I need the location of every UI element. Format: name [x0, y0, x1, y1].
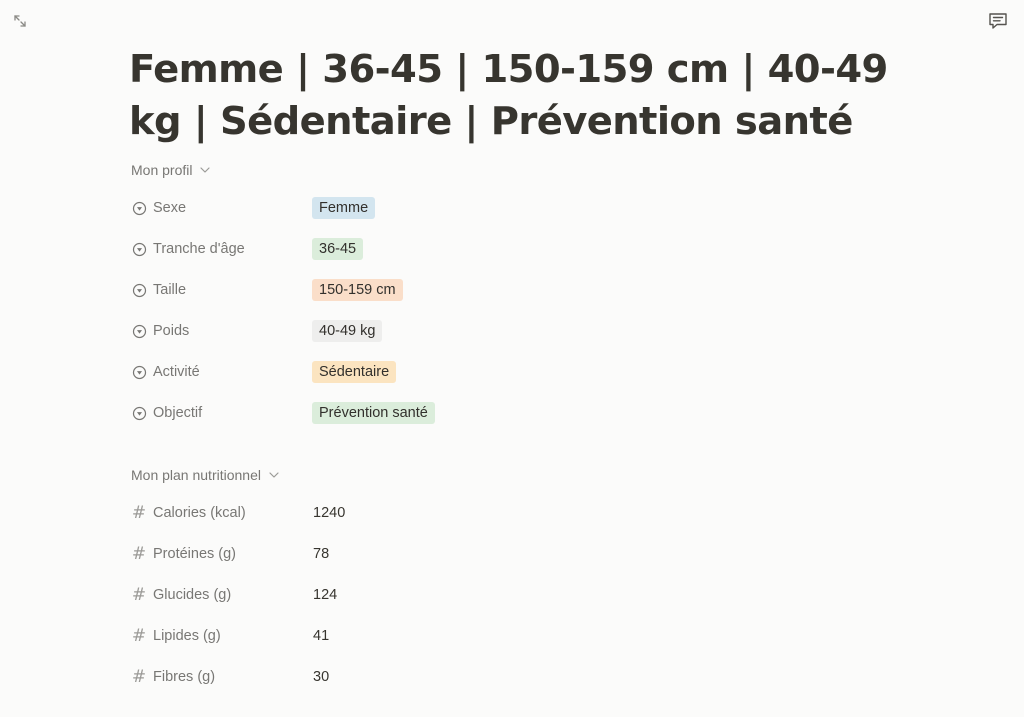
property-key-glucides[interactable] — [131, 587, 312, 603]
property-label: Protéines (g) — [153, 546, 237, 562]
property-key-calories[interactable] — [131, 505, 312, 521]
select-circle-icon — [131, 405, 147, 421]
property-row-sexe — [131, 195, 731, 221]
profile-section-toggle[interactable] — [131, 162, 210, 178]
property-tag-sexe[interactable]: Femme — [312, 197, 375, 219]
property-row-taille — [131, 277, 731, 303]
page-title[interactable]: Femme | 36-45 | 150-159 cm | 40-49 kg | Sédentaire | Prévention santé — [129, 47, 888, 144]
property-tag-taille[interactable]: 150-159 cm — [312, 279, 403, 301]
profile-section-label: Mon profil — [131, 162, 193, 178]
property-row-objectif — [131, 400, 731, 426]
nutrition-section-label: Mon plan nutritionnel — [131, 467, 261, 483]
comment-icon[interactable] — [987, 10, 1009, 32]
property-value-proteines[interactable]: 78 — [313, 546, 330, 562]
property-row-fibres — [131, 664, 731, 690]
select-circle-icon — [131, 241, 147, 257]
property-tag-tranche-age[interactable]: 36-45 — [312, 238, 363, 260]
property-tag-poids[interactable]: 40-49 kg — [312, 320, 382, 342]
property-label: Poids — [153, 323, 190, 339]
property-label: Tranche d'âge — [153, 241, 245, 257]
property-label: Activité — [153, 364, 200, 380]
property-row-proteines — [131, 541, 731, 567]
property-key-fibres[interactable] — [131, 669, 312, 685]
chevron-down-icon — [269, 472, 279, 478]
hash-icon: # — [131, 544, 147, 564]
chevron-down-icon — [200, 167, 210, 173]
property-key-sexe[interactable] — [131, 200, 312, 216]
select-circle-icon — [131, 200, 147, 216]
hash-icon: # — [131, 626, 147, 646]
property-value-glucides[interactable]: 124 — [313, 587, 338, 603]
property-value-fibres[interactable]: 30 — [313, 669, 330, 685]
property-tag-objectif[interactable]: Prévention santé — [312, 402, 435, 424]
property-row-lipides — [131, 623, 731, 649]
property-label: Sexe — [153, 200, 187, 216]
property-row-glucides — [131, 582, 731, 608]
property-row-calories — [131, 500, 731, 526]
property-row-activite — [131, 359, 731, 385]
hash-icon: # — [131, 585, 147, 605]
property-label: Lipides (g) — [153, 628, 221, 644]
property-key-proteines[interactable] — [131, 546, 312, 562]
select-circle-icon — [131, 282, 147, 298]
property-label: Objectif — [153, 405, 203, 421]
hash-icon: # — [131, 503, 147, 523]
select-circle-icon — [131, 364, 147, 380]
property-key-lipides[interactable] — [131, 628, 312, 644]
property-row-tranche-age — [131, 236, 731, 262]
select-circle-icon — [131, 323, 147, 339]
hash-icon: # — [131, 667, 147, 687]
property-label: Taille — [153, 282, 187, 298]
property-key-tranche-age[interactable] — [131, 241, 312, 257]
property-key-poids[interactable] — [131, 323, 312, 339]
property-row-poids — [131, 318, 731, 344]
property-label: Fibres (g) — [153, 669, 216, 685]
expand-icon[interactable] — [9, 10, 31, 32]
property-value-calories[interactable]: 1240 — [313, 505, 346, 521]
property-tag-activite[interactable]: Sédentaire — [312, 361, 396, 383]
nutrition-section-toggle[interactable] — [131, 467, 279, 483]
property-label: Calories (kcal) — [153, 505, 246, 521]
property-value-lipides[interactable]: 41 — [313, 628, 330, 644]
property-key-activite[interactable] — [131, 364, 312, 380]
property-label: Glucides (g) — [153, 587, 232, 603]
property-key-objectif[interactable] — [131, 405, 312, 421]
property-key-taille[interactable] — [131, 282, 312, 298]
